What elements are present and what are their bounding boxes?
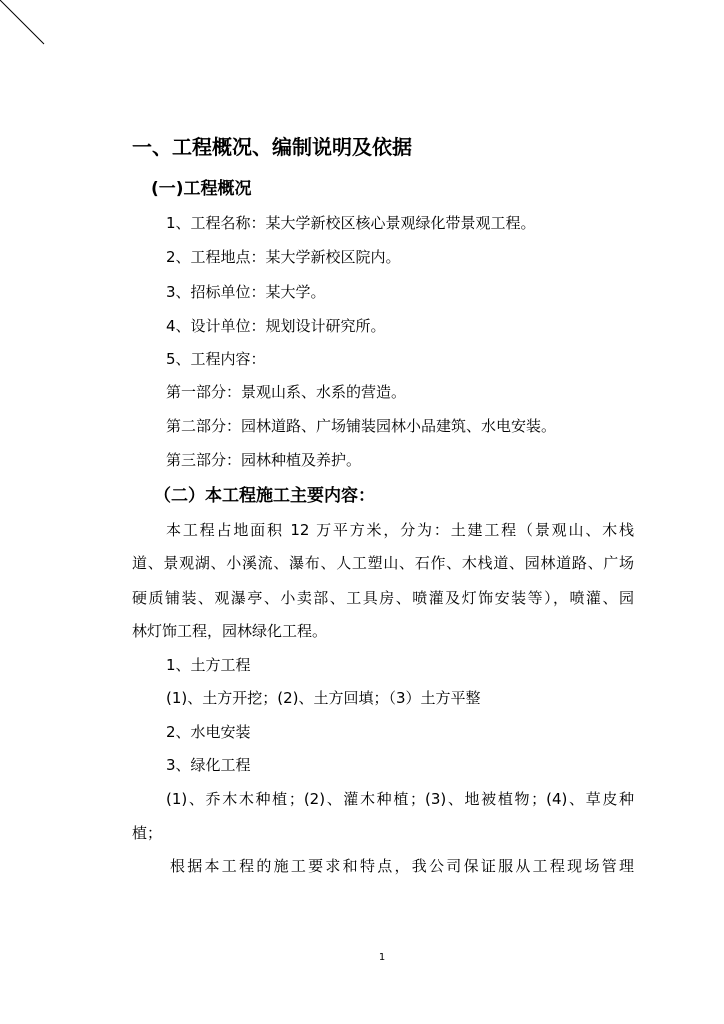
overview-item-part-three: 第三部分：园林种植及养护。 <box>166 451 362 469</box>
paragraph-line: 硬质铺装、观瀑亭、小卖部、工具房、喷灌及灯饰安装等），喷灌、园 <box>132 589 634 607</box>
overview-item-part-two: 第二部分：园林道路、广场铺装园林小品建筑、水电安装。 <box>166 417 557 435</box>
paragraph-line: 本工程占地面积 12 万平方米，分为：土建工程（景观山、木栈 <box>166 521 634 539</box>
closing-line: 根据本工程的施工要求和特点，我公司保证服从工程现场管理 <box>170 857 634 875</box>
earthwork-title: 1、土方工程 <box>166 656 251 674</box>
earthwork-items: (1)、土方开挖；(2)、土方回填；（3）土方平整 <box>166 689 481 707</box>
page-number: 1 <box>378 952 386 963</box>
overview-item-designer: 4、设计单位：规划设计研究所。 <box>166 317 386 335</box>
overview-item-project-name: 1、工程名称：某大学新校区核心景观绿化带景观工程。 <box>166 214 536 232</box>
page-corner-mark <box>0 0 50 50</box>
overview-item-project-location: 2、工程地点：某大学新校区院内。 <box>166 248 401 266</box>
greening-title: 3、绿化工程 <box>166 756 251 774</box>
paragraph-line: 道、景观湖、小溪流、瀑布、人工塑山、石作、木栈道、园林道路、广场 <box>132 554 634 572</box>
paragraph-line: 林灯饰工程，园林绿化工程。 <box>132 622 328 640</box>
greening-items-line: (1)、乔木木种植；(2)、灌木种植；(3)、地被植物；(4)、草皮种 <box>166 790 634 808</box>
utilities-title: 2、水电安装 <box>166 723 251 741</box>
overview-item-part-one: 第一部分：景观山系、水系的营造。 <box>166 383 407 401</box>
overview-heading: (一)工程概况 <box>151 179 252 199</box>
section-title: 一、工程概况、编制说明及依据 <box>132 135 412 159</box>
overview-item-tenderer: 3、招标单位：某大学。 <box>166 283 326 301</box>
greening-items-line: 植； <box>132 824 163 842</box>
overview-item-scope: 5、工程内容： <box>166 350 266 368</box>
main-content-heading: （二）本工程施工主要内容： <box>154 486 375 506</box>
